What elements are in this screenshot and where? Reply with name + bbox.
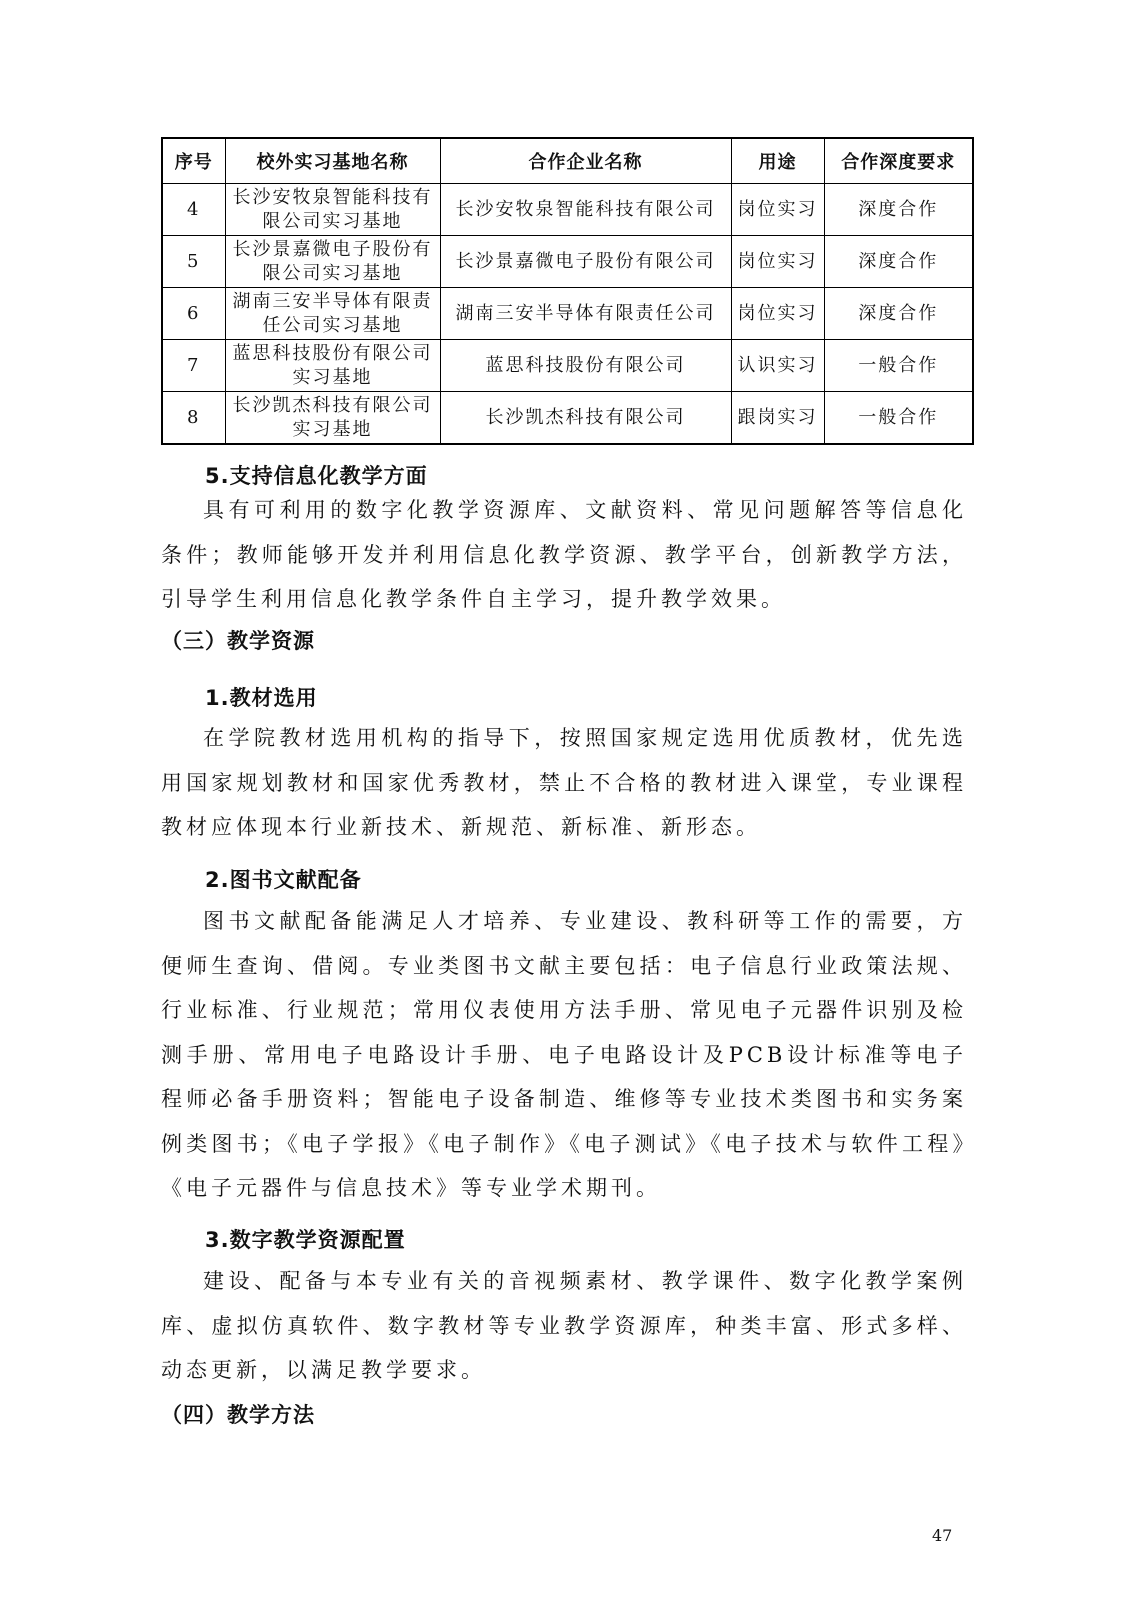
cell-serial-number: 6 xyxy=(162,288,225,340)
section-heading-textbook-selection: 1.教材选用 xyxy=(205,686,318,710)
cell-purpose: 岗位实习 xyxy=(731,236,824,288)
header-company-name: 合作企业名称 xyxy=(440,138,731,184)
cell-company-name: 长沙安牧泉智能科技有限公司 xyxy=(440,184,731,236)
section-heading-library-resources: 2.图书文献配备 xyxy=(205,868,362,892)
cell-serial-number: 7 xyxy=(162,340,225,392)
cell-cooperation-depth: 深度合作 xyxy=(824,288,973,340)
part-heading-teaching-resources: （三）教学资源 xyxy=(161,629,315,653)
cell-base-name: 蓝思科技股份有限公司实习基地 xyxy=(225,340,440,392)
header-cooperation-depth: 合作深度要求 xyxy=(824,138,973,184)
section-heading-informatization: 5.支持信息化教学方面 xyxy=(205,464,428,488)
cell-company-name: 长沙景嘉微电子股份有限公司 xyxy=(440,236,731,288)
page-number: 47 xyxy=(932,1526,953,1545)
table-header-row xyxy=(162,138,973,184)
cell-purpose: 认识实习 xyxy=(731,340,824,392)
cell-serial-number: 5 xyxy=(162,236,225,288)
header-purpose: 用途 xyxy=(731,138,824,184)
cell-cooperation-depth: 深度合作 xyxy=(824,236,973,288)
table-row xyxy=(162,236,973,288)
part-heading-teaching-methods: （四）教学方法 xyxy=(161,1403,315,1427)
paragraph-digital-resources: 建设、配备与本专业有关的音视频素材、教学课件、数字化教学案例库、虚拟仿真软件、数字教材等专业教学资源库，种类丰富、形式多样、动态更新，以满足教学要求。 xyxy=(161,1269,967,1382)
header-base-name: 校外实习基地名称 xyxy=(225,138,440,184)
cell-base-name: 长沙景嘉微电子股份有限公司实习基地 xyxy=(225,236,440,288)
cell-purpose: 岗位实习 xyxy=(731,288,824,340)
cell-cooperation-depth: 深度合作 xyxy=(824,184,973,236)
table-row xyxy=(162,392,973,445)
table-row xyxy=(162,340,973,392)
table-row xyxy=(162,288,973,340)
header-serial-number: 序号 xyxy=(162,138,225,184)
cell-company-name: 湖南三安半导体有限责任公司 xyxy=(440,288,731,340)
cell-base-name: 长沙凯杰科技有限公司实习基地 xyxy=(225,392,440,445)
cell-base-name: 湖南三安半导体有限责任公司实习基地 xyxy=(225,288,440,340)
cell-purpose: 跟岗实习 xyxy=(731,392,824,445)
paragraph-textbook-selection: 在学院教材选用机构的指导下，按照国家规定选用优质教材，优先选用国家规划教材和国家优秀教材，禁止不合格的教材进入课堂，专业课程教材应体现本行业新技术、新规范、新标准、新形态。 xyxy=(161,726,967,839)
cell-cooperation-depth: 一般合作 xyxy=(824,340,973,392)
cell-company-name: 蓝思科技股份有限公司 xyxy=(440,340,731,392)
cell-base-name: 长沙安牧泉智能科技有限公司实习基地 xyxy=(225,184,440,236)
table-row xyxy=(162,184,973,236)
paragraph-informatization: 具有可利用的数字化教学资源库、文献资料、常见问题解答等信息化条件；教师能够开发并利用信息化教学资源、教学平台，创新教学方法，引导学生利用信息化教学条件自主学习，提升教学效果。 xyxy=(161,498,967,611)
paragraph-library-resources: 图书文献配备能满足人才培养、专业建设、教科研等工作的需要，方便师生查询、借阅。专业类图书文献主要包括：电子信息行业政策法规、行业标准、行业规范；常用仪表使用方法手册、常见电子元器件识别及检测手册、常用电子电路设计手册、电子电路设计及PCB设计标准等电子程师必备手册资料；智能电子设备制造、维修等专业技术类图书和实务案例类图书；《电子学报》《电子制作》《电子测试》《电子技术与软件工程》《电子元器件与信息技术》等专业学术期刊。 xyxy=(161,909,967,1200)
section-heading-digital-resources: 3.数字教学资源配置 xyxy=(205,1228,406,1252)
cell-serial-number: 8 xyxy=(162,392,225,445)
cell-cooperation-depth: 一般合作 xyxy=(824,392,973,445)
training-base-table xyxy=(161,137,974,445)
cell-company-name: 长沙凯杰科技有限公司 xyxy=(440,392,731,445)
cell-purpose: 岗位实习 xyxy=(731,184,824,236)
cell-serial-number: 4 xyxy=(162,184,225,236)
